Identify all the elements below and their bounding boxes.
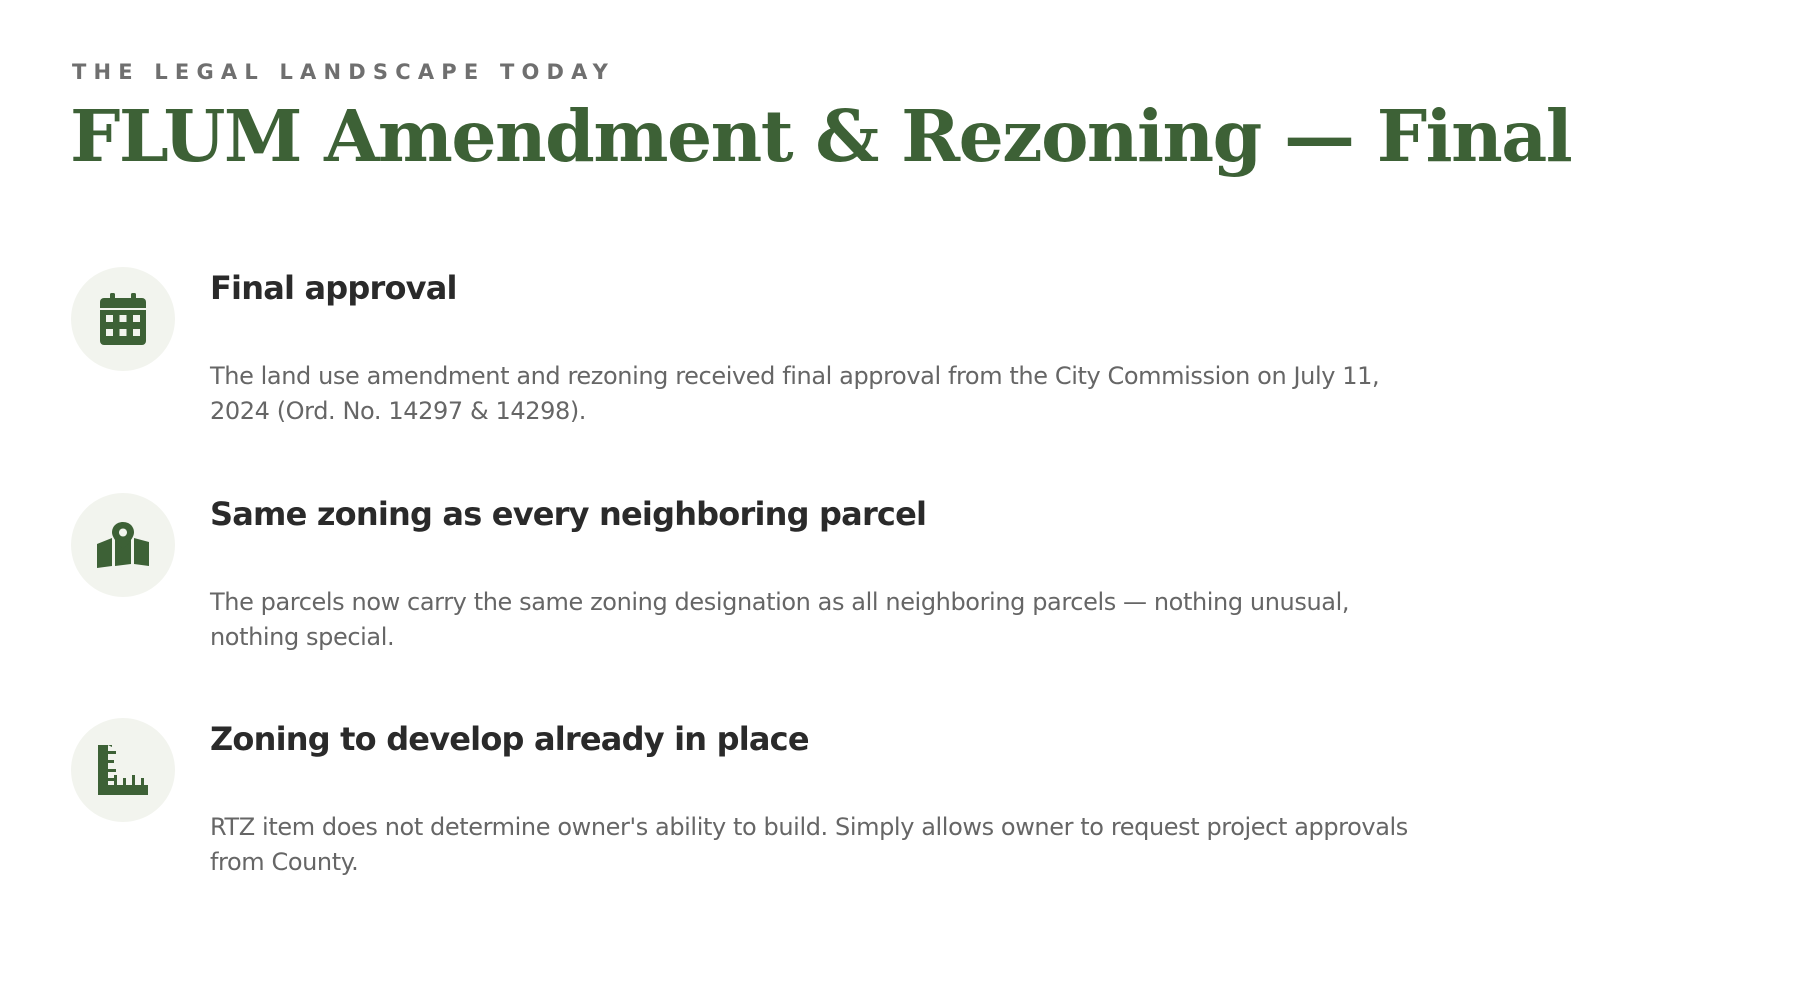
calendar-icon: [100, 293, 146, 345]
item-description: The parcels now carry the same zoning designation as all neighboring parcels — nothing unusual, nothing special.: [210, 588, 1350, 651]
map-pin-icon: [97, 522, 149, 568]
page-title: FLUM Amendment & Rezoning — Final: [70, 94, 1572, 178]
icon-badge: [71, 493, 175, 597]
icon-badge: [71, 718, 175, 822]
item-heading: Zoning to develop already in place: [210, 720, 809, 758]
icon-badge: [71, 267, 175, 371]
item-description: The land use amendment and rezoning received final approval from the City Commission on July 11, 2024 (Ord. No. 14297 & 14298).: [210, 362, 1380, 425]
item-heading: Same zoning as every neighboring parcel: [210, 495, 927, 533]
item-description: RTZ item does not determine owner's ability to build. Simply allows owner to request project approvals from County.: [210, 813, 1408, 876]
item-heading: Final approval: [210, 269, 457, 307]
section-eyebrow: THE LEGAL LANDSCAPE TODAY: [72, 60, 615, 84]
ruler-icon: [98, 745, 148, 795]
